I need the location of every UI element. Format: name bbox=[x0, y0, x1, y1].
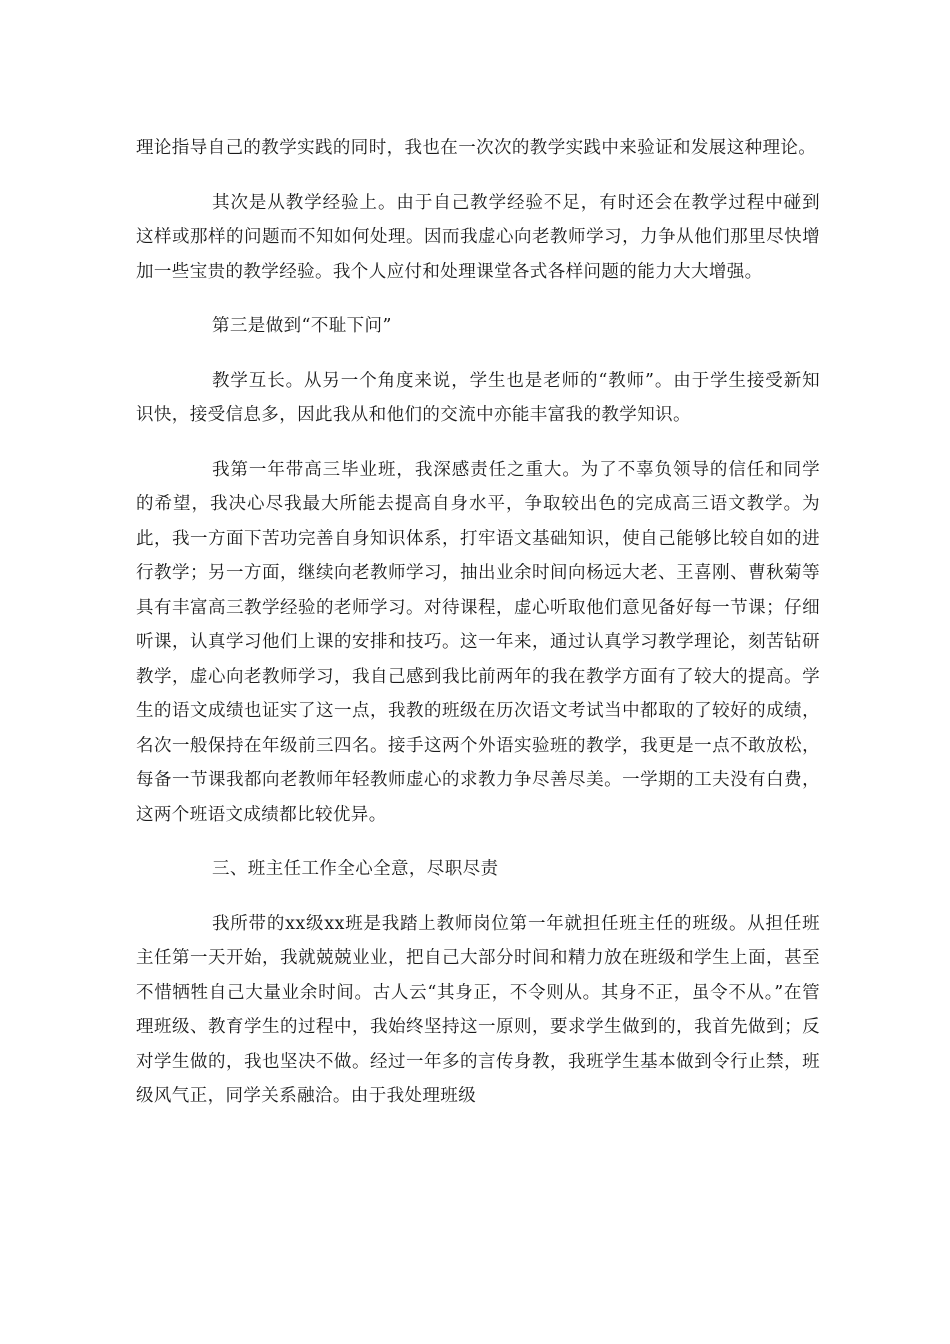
document-body bbox=[136, 131, 820, 1134]
paragraph-5: 我第一年带高三毕业班，我深感责任之重大。为了不辜负领导的信任和同学的希望，我决心尽我最大所能去提高自身水平，争取较出色的完成高三语文教学。为此，我一方面下苦功完善自身知识体系，打牢语文基础知识，使自己能够比较自如的进行教学；另一方面，继续向老教师学习，抽出业余时间向杨远大老、王喜刚、曹秋菊等具有丰富高三教学经验的老师学习。对待课程，虚心听取他们意见备好每一节课；仔细听课，认真学习他们上课的安排和技巧。这一年来，通过认真学习教学理论，刻苦钻研教学，虚心向老教师学习，我自己感到我比前两年的我在教学方面有了较大的提高。学生的语文成绩也证实了这一点，我教的班级在历次语文考试当中都取的了较好的成绩，名次一般保持在年级前三四名。接手这两个外语实验班的教学，我更是一点不敢放松，每备一节课我都向老教师年轻教师虚心的求教力争尽善尽美。一学期的工夫没有白费，这两个班语文成绩都比较优异。 bbox=[136, 459, 820, 825]
paragraph-4: 教学互长。从另一个角度来说，学生也是老师的“教师”。由于学生接受新知识快，接受信息多，因此我从和他们的交流中亦能丰富我的教学知识。 bbox=[136, 370, 820, 425]
paragraph-7: 我所带的xx级xx班是我踏上教师岗位第一年就担任班主任的班级。从担任班主任第一天开始，我就兢兢业业，把自己大部分时间和精力放在班级和学生上面，甚至不惜牺牲自己大量业余时间。古人云“其身正，不令则从。其身不正，虽令不从。”在管理班级、教育学生的过程中，我始终坚持这一原则，要求学生做到的，我首先做到；反对学生做的，我也坚决不做。经过一年多的言传身教，我班学生基本做到令行止禁，班级风气正，同学关系融洽。由于我处理班级 bbox=[136, 913, 820, 1106]
paragraph-1: 理论指导自己的教学实践的同时，我也在一次次的教学实践中来验证和发展这种理论。 bbox=[136, 138, 817, 158]
section-heading-3: 三、班主任工作全心全意，尽职尽责 bbox=[212, 859, 499, 879]
paragraph-3-heading: 第三是做到“不耻下问” bbox=[212, 316, 392, 336]
paragraph-2: 其次是从教学经验上。由于自己教学经验不足，有时还会在教学过程中碰到这样或那样的问题而不知如何处理。因而我虚心向老教师学习，力争从他们那里尽快增加一些宝贵的教学经验。我个人应付和处理课堂各式各样问题的能力大大增强。 bbox=[136, 192, 820, 282]
